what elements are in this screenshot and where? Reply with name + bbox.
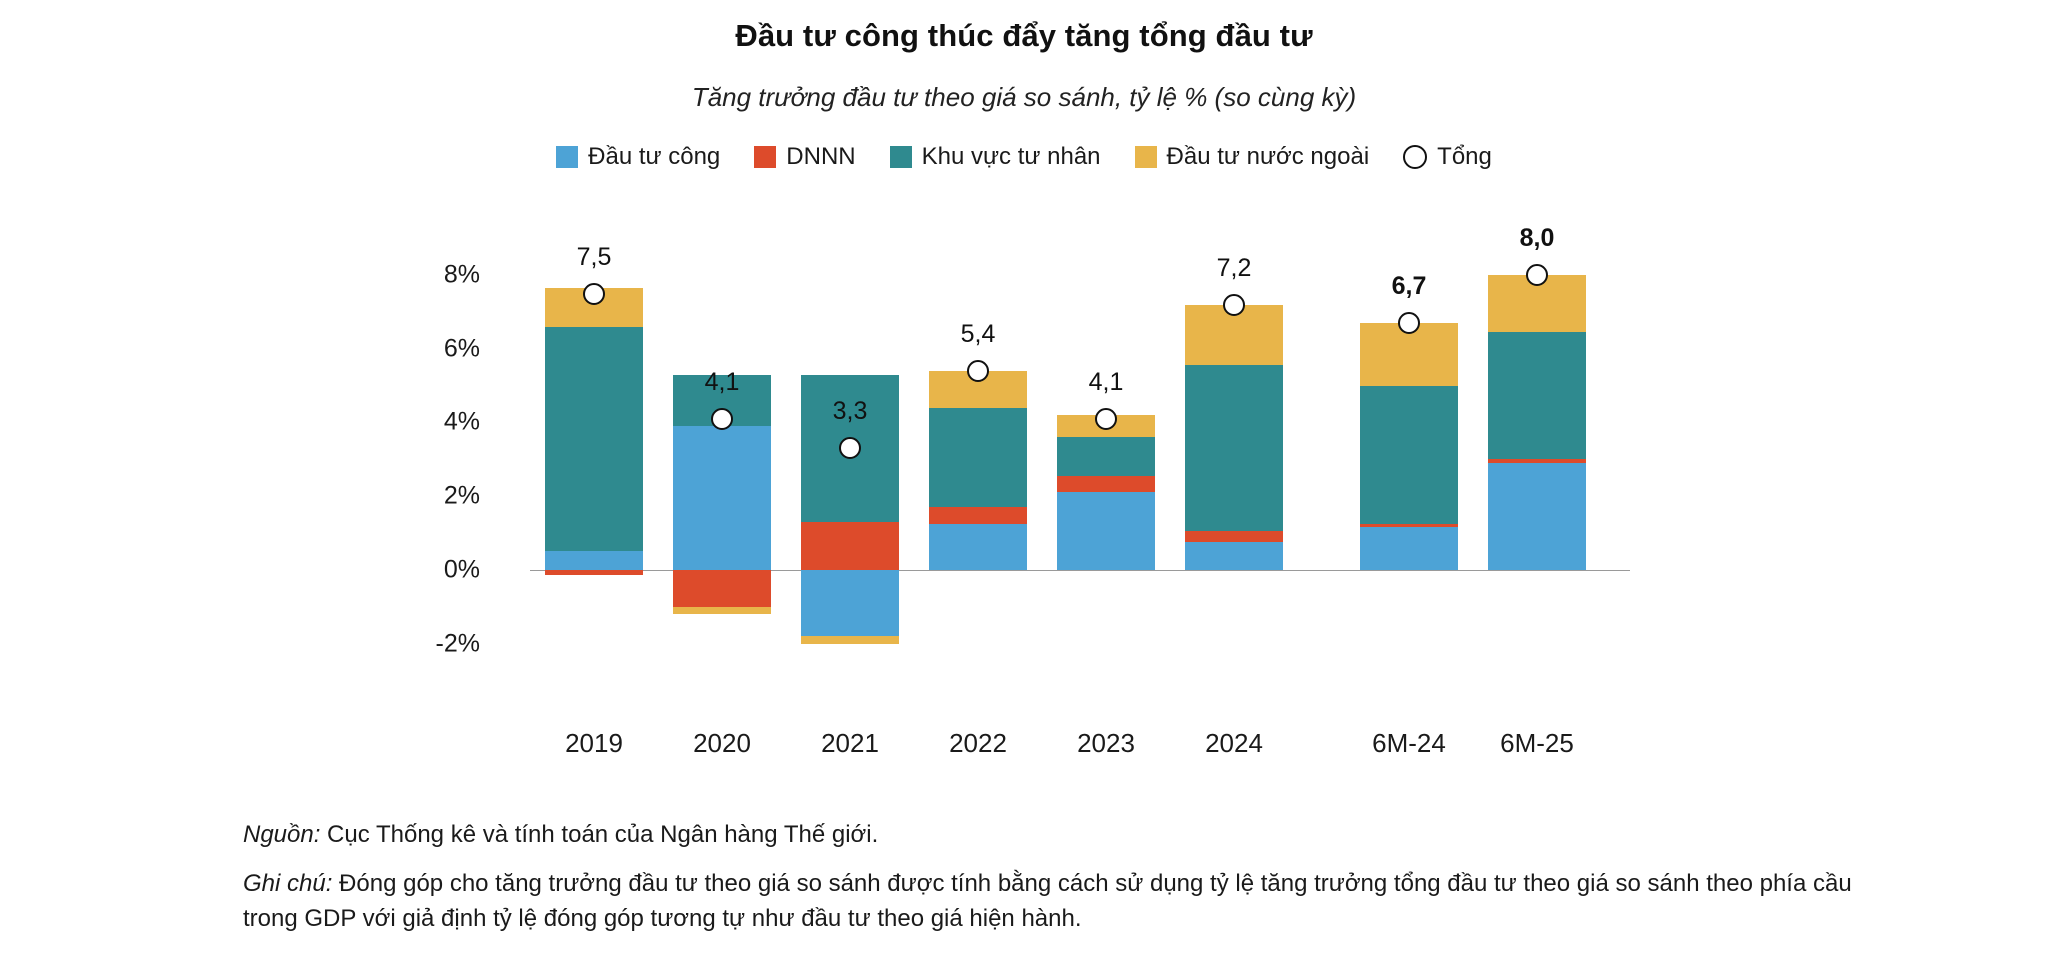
legend-label: Đầu tư nước ngoài xyxy=(1166,143,1370,170)
total-marker xyxy=(1526,264,1548,286)
bar-group[interactable] xyxy=(1185,253,1283,673)
chart-subtitle: Tăng trưởng đầu tư theo giá so sánh, tỷ lệ % (so cùng kỳ) xyxy=(691,82,1357,112)
y-axis-tick: -2% xyxy=(435,629,480,658)
bar-segment[interactable] xyxy=(545,570,643,576)
total-value-label: 4,1 xyxy=(704,367,740,396)
y-axis-tick: 4% xyxy=(443,407,480,436)
bar-segment[interactable] xyxy=(1488,463,1586,570)
chart-legend xyxy=(0,143,2048,171)
bar-segment[interactable] xyxy=(929,507,1027,524)
note-text: Đóng góp cho tăng trưởng đầu tư theo giá so sánh được tính bằng cách sử dụng tỷ lệ tăng trưởng tổng đầu tư theo giá so sánh theo phía cầu trong GDP với giả định tỷ lệ đóng góp tương tự như đầu tư theo giá hiện hành. xyxy=(243,869,1852,932)
legend-item-3 xyxy=(890,143,1101,171)
legend-item-total xyxy=(1403,143,1492,171)
legend-label: DNNN xyxy=(786,143,856,170)
note-label: Ghi chú: xyxy=(243,869,333,897)
plot-area xyxy=(0,224,2048,758)
total-value-label: 5,4 xyxy=(960,319,996,348)
y-axis-tick: 0% xyxy=(443,555,480,584)
total-value-label: 8,0 xyxy=(1519,224,1555,253)
total-marker xyxy=(1095,408,1117,430)
x-axis-tick: 2024 xyxy=(1205,728,1263,758)
total-marker xyxy=(1398,312,1420,334)
legend-swatch-icon xyxy=(556,146,578,168)
legend-item-1 xyxy=(556,143,720,171)
chart-page xyxy=(0,18,2048,978)
legend-item-2 xyxy=(754,143,855,171)
y-axis-tick: 2% xyxy=(443,481,480,510)
bar-segment[interactable] xyxy=(1488,332,1586,459)
bar-group[interactable] xyxy=(545,253,643,673)
chart-title: Đầu tư công thúc đẩy tăng tổng đầu tư xyxy=(735,18,1313,53)
total-marker xyxy=(967,360,989,382)
legend-swatch-icon xyxy=(1135,146,1157,168)
source-label: Nguồn: xyxy=(243,821,321,848)
total-value-label: 7,5 xyxy=(576,242,612,271)
bar-segment[interactable] xyxy=(929,408,1027,507)
total-value-label: 7,2 xyxy=(1216,253,1252,282)
y-axis-tick: 6% xyxy=(443,334,480,363)
bar-segment[interactable] xyxy=(1185,531,1283,542)
total-marker xyxy=(1223,294,1245,316)
bar-segment[interactable] xyxy=(673,570,771,607)
bar-segment[interactable] xyxy=(545,327,643,552)
bar-segment[interactable] xyxy=(1360,527,1458,569)
legend-label: Tổng xyxy=(1437,143,1492,170)
legend-swatch-icon xyxy=(890,146,912,168)
x-axis-tick: 2020 xyxy=(693,728,751,758)
total-value-label: 3,3 xyxy=(832,397,868,426)
bar-segment[interactable] xyxy=(1057,492,1155,569)
x-axis-tick: 2019 xyxy=(565,728,623,758)
bar-segment[interactable] xyxy=(801,636,899,643)
bar-segment[interactable] xyxy=(801,522,899,570)
bar-segment[interactable] xyxy=(1057,476,1155,493)
x-axis-tick: 6M-24 xyxy=(1372,728,1446,758)
bar-segment[interactable] xyxy=(1185,365,1283,531)
x-axis-tick: 2021 xyxy=(821,728,879,758)
total-value-label: 6,7 xyxy=(1391,272,1427,300)
x-axis-tick: 6M-25 xyxy=(1500,728,1574,758)
bar-segment[interactable] xyxy=(1488,459,1586,463)
footnotes xyxy=(243,818,1863,950)
legend-label: Khu vực tư nhân xyxy=(921,143,1101,170)
total-marker xyxy=(583,283,605,305)
x-axis-tick: 2022 xyxy=(949,728,1007,758)
legend-swatch-icon xyxy=(754,146,776,168)
bar-segment[interactable] xyxy=(1057,437,1155,476)
bar-group[interactable] xyxy=(1057,253,1155,673)
bar-segment[interactable] xyxy=(801,570,899,636)
note-line xyxy=(243,867,1863,937)
bar-group[interactable] xyxy=(1488,253,1586,673)
bar-segment[interactable] xyxy=(1185,542,1283,570)
total-marker xyxy=(839,437,861,459)
x-axis-tick: 2023 xyxy=(1077,728,1135,758)
y-axis-tick: 8% xyxy=(443,260,480,289)
total-value-label: 4,1 xyxy=(1088,367,1124,396)
bar-segment[interactable] xyxy=(929,524,1027,570)
bar-group[interactable] xyxy=(929,253,1027,673)
bar-segment[interactable] xyxy=(673,426,771,570)
bar-segment[interactable] xyxy=(545,551,643,569)
total-marker xyxy=(711,408,733,430)
bar-segment[interactable] xyxy=(673,607,771,614)
bar-segment[interactable] xyxy=(1360,524,1458,528)
bar-segment[interactable] xyxy=(1360,386,1458,524)
bar-group[interactable] xyxy=(673,253,771,673)
source-line xyxy=(243,818,1863,853)
bars-layer xyxy=(0,224,2048,758)
legend-item-4 xyxy=(1135,143,1370,171)
legend-label: Đầu tư công xyxy=(588,143,721,170)
total-marker-icon xyxy=(1403,145,1427,169)
bar-group[interactable] xyxy=(801,253,899,673)
source-text: Cục Thống kê và tính toán của Ngân hàng Thế giới. xyxy=(320,821,879,848)
